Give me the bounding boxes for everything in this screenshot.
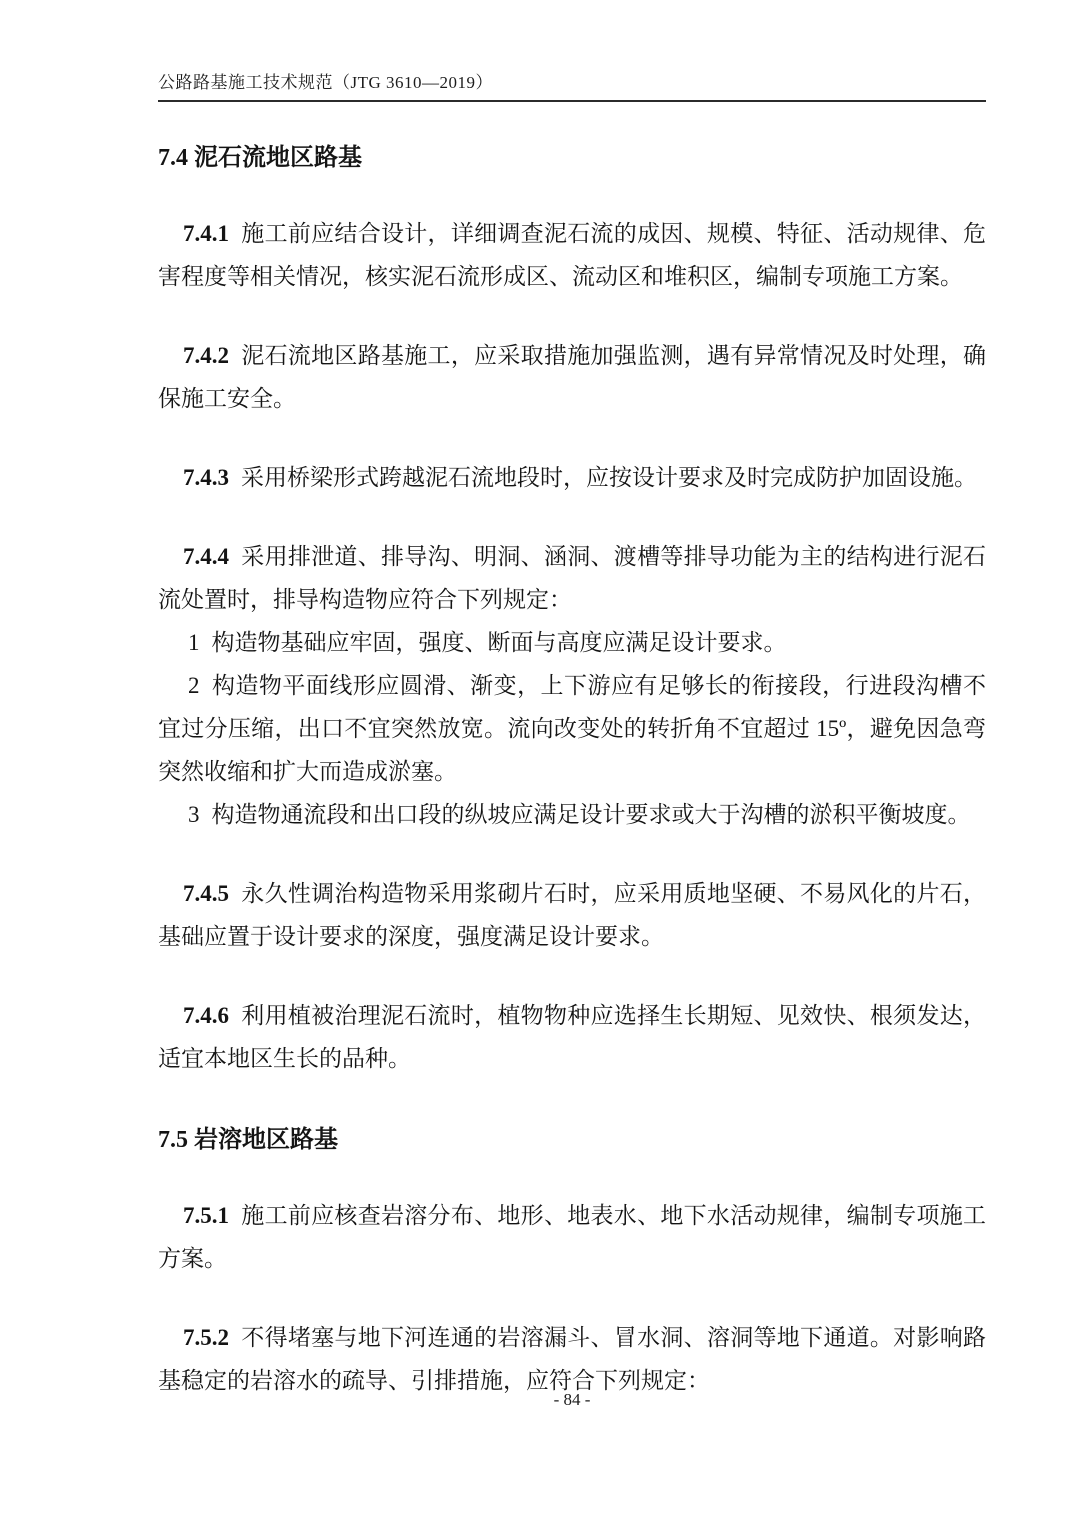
item-text: 构造物基础应牢固，强度、断面与高度应满足设计要求。 xyxy=(211,630,787,655)
page-header xyxy=(158,72,986,102)
clause-7-4-4 xyxy=(158,535,986,621)
clause-text: 采用排泄道、排导沟、明洞、涵洞、渡槽等排导功能为主的结构进行泥石流处置时，排导构造物应符合下列规定： xyxy=(158,544,986,612)
header-rule xyxy=(158,100,986,102)
clause-7-4-4-item-1 xyxy=(158,621,986,664)
clause-7-4-2 xyxy=(158,334,986,420)
clause-7-4-6 xyxy=(158,994,986,1080)
clause-text: 施工前应结合设计，详细调查泥石流的成因、规模、特征、活动规律、危害程度等相关情况，核实泥石流形成区、流动区和堆积区，编制专项施工方案。 xyxy=(158,221,986,289)
clause-text: 采用桥梁形式跨越泥石流地段时，应按设计要求及时完成防护加固设施。 xyxy=(241,465,977,490)
clause-number: 7.4.6 xyxy=(183,1003,229,1028)
clause-7-4-3 xyxy=(158,456,986,499)
clause-text: 施工前应核查岩溶分布、地形、地表水、地下水活动规律，编制专项施工方案。 xyxy=(158,1203,986,1271)
clause-number: 7.5.1 xyxy=(183,1203,229,1228)
item-number: 1 xyxy=(188,630,200,655)
clause-number: 7.4.3 xyxy=(183,465,229,490)
clause-number: 7.5.2 xyxy=(183,1325,229,1350)
clause-text: 泥石流地区路基施工，应采取措施加强监测，遇有异常情况及时处理，确保施工安全。 xyxy=(158,343,986,411)
section-heading-7-4: 7.4 泥石流地区路基 xyxy=(158,145,362,171)
item-number: 3 xyxy=(188,802,200,827)
clause-7-4-4-item-2 xyxy=(158,664,986,793)
item-text: 构造物通流段和出口段的纵坡应满足设计要求或大于沟槽的淤积平衡坡度。 xyxy=(211,802,971,827)
clause-number: 7.4.4 xyxy=(183,544,229,569)
clause-7-4-4-item-3 xyxy=(158,793,986,836)
document-content xyxy=(158,128,986,1402)
clause-number: 7.4.5 xyxy=(183,881,229,906)
clause-7-4-1 xyxy=(158,212,986,298)
clause-number: 7.4.1 xyxy=(183,221,229,246)
clause-7-4-5 xyxy=(158,872,986,958)
page-number: - 84 - xyxy=(553,1390,591,1409)
clause-text: 利用植被治理泥石流时，植物物种应选择生长期短、见效快、根须发达，适宜本地区生长的品种。 xyxy=(158,1003,986,1071)
item-number: 2 xyxy=(188,673,200,698)
clause-text: 不得堵塞与地下河连通的岩溶漏斗、冒水洞、溶洞等地下通道。对影响路基稳定的岩溶水的疏导、引排措施，应符合下列规定： xyxy=(158,1325,986,1393)
header-title: 公路路基施工技术规范（JTG 3610—2019） xyxy=(158,73,494,92)
clause-text: 永久性调治构造物采用浆砌片石时，应采用质地坚硬、不易风化的片石，基础应置于设计要求的深度，强度满足设计要求。 xyxy=(158,881,986,949)
clause-number: 7.4.2 xyxy=(183,343,229,368)
item-text: 构造物平面线形应圆滑、渐变，上下游应有足够长的衔接段，行进段沟槽不宜过分压缩，出口不宜突然放宽。流向改变处的转折角不宜超过 15º，避免因急弯突然收缩和扩大而造成淤塞。 xyxy=(158,673,986,784)
clause-7-5-1 xyxy=(158,1194,986,1280)
section-heading-7-5: 7.5 岩溶地区路基 xyxy=(158,1127,338,1153)
